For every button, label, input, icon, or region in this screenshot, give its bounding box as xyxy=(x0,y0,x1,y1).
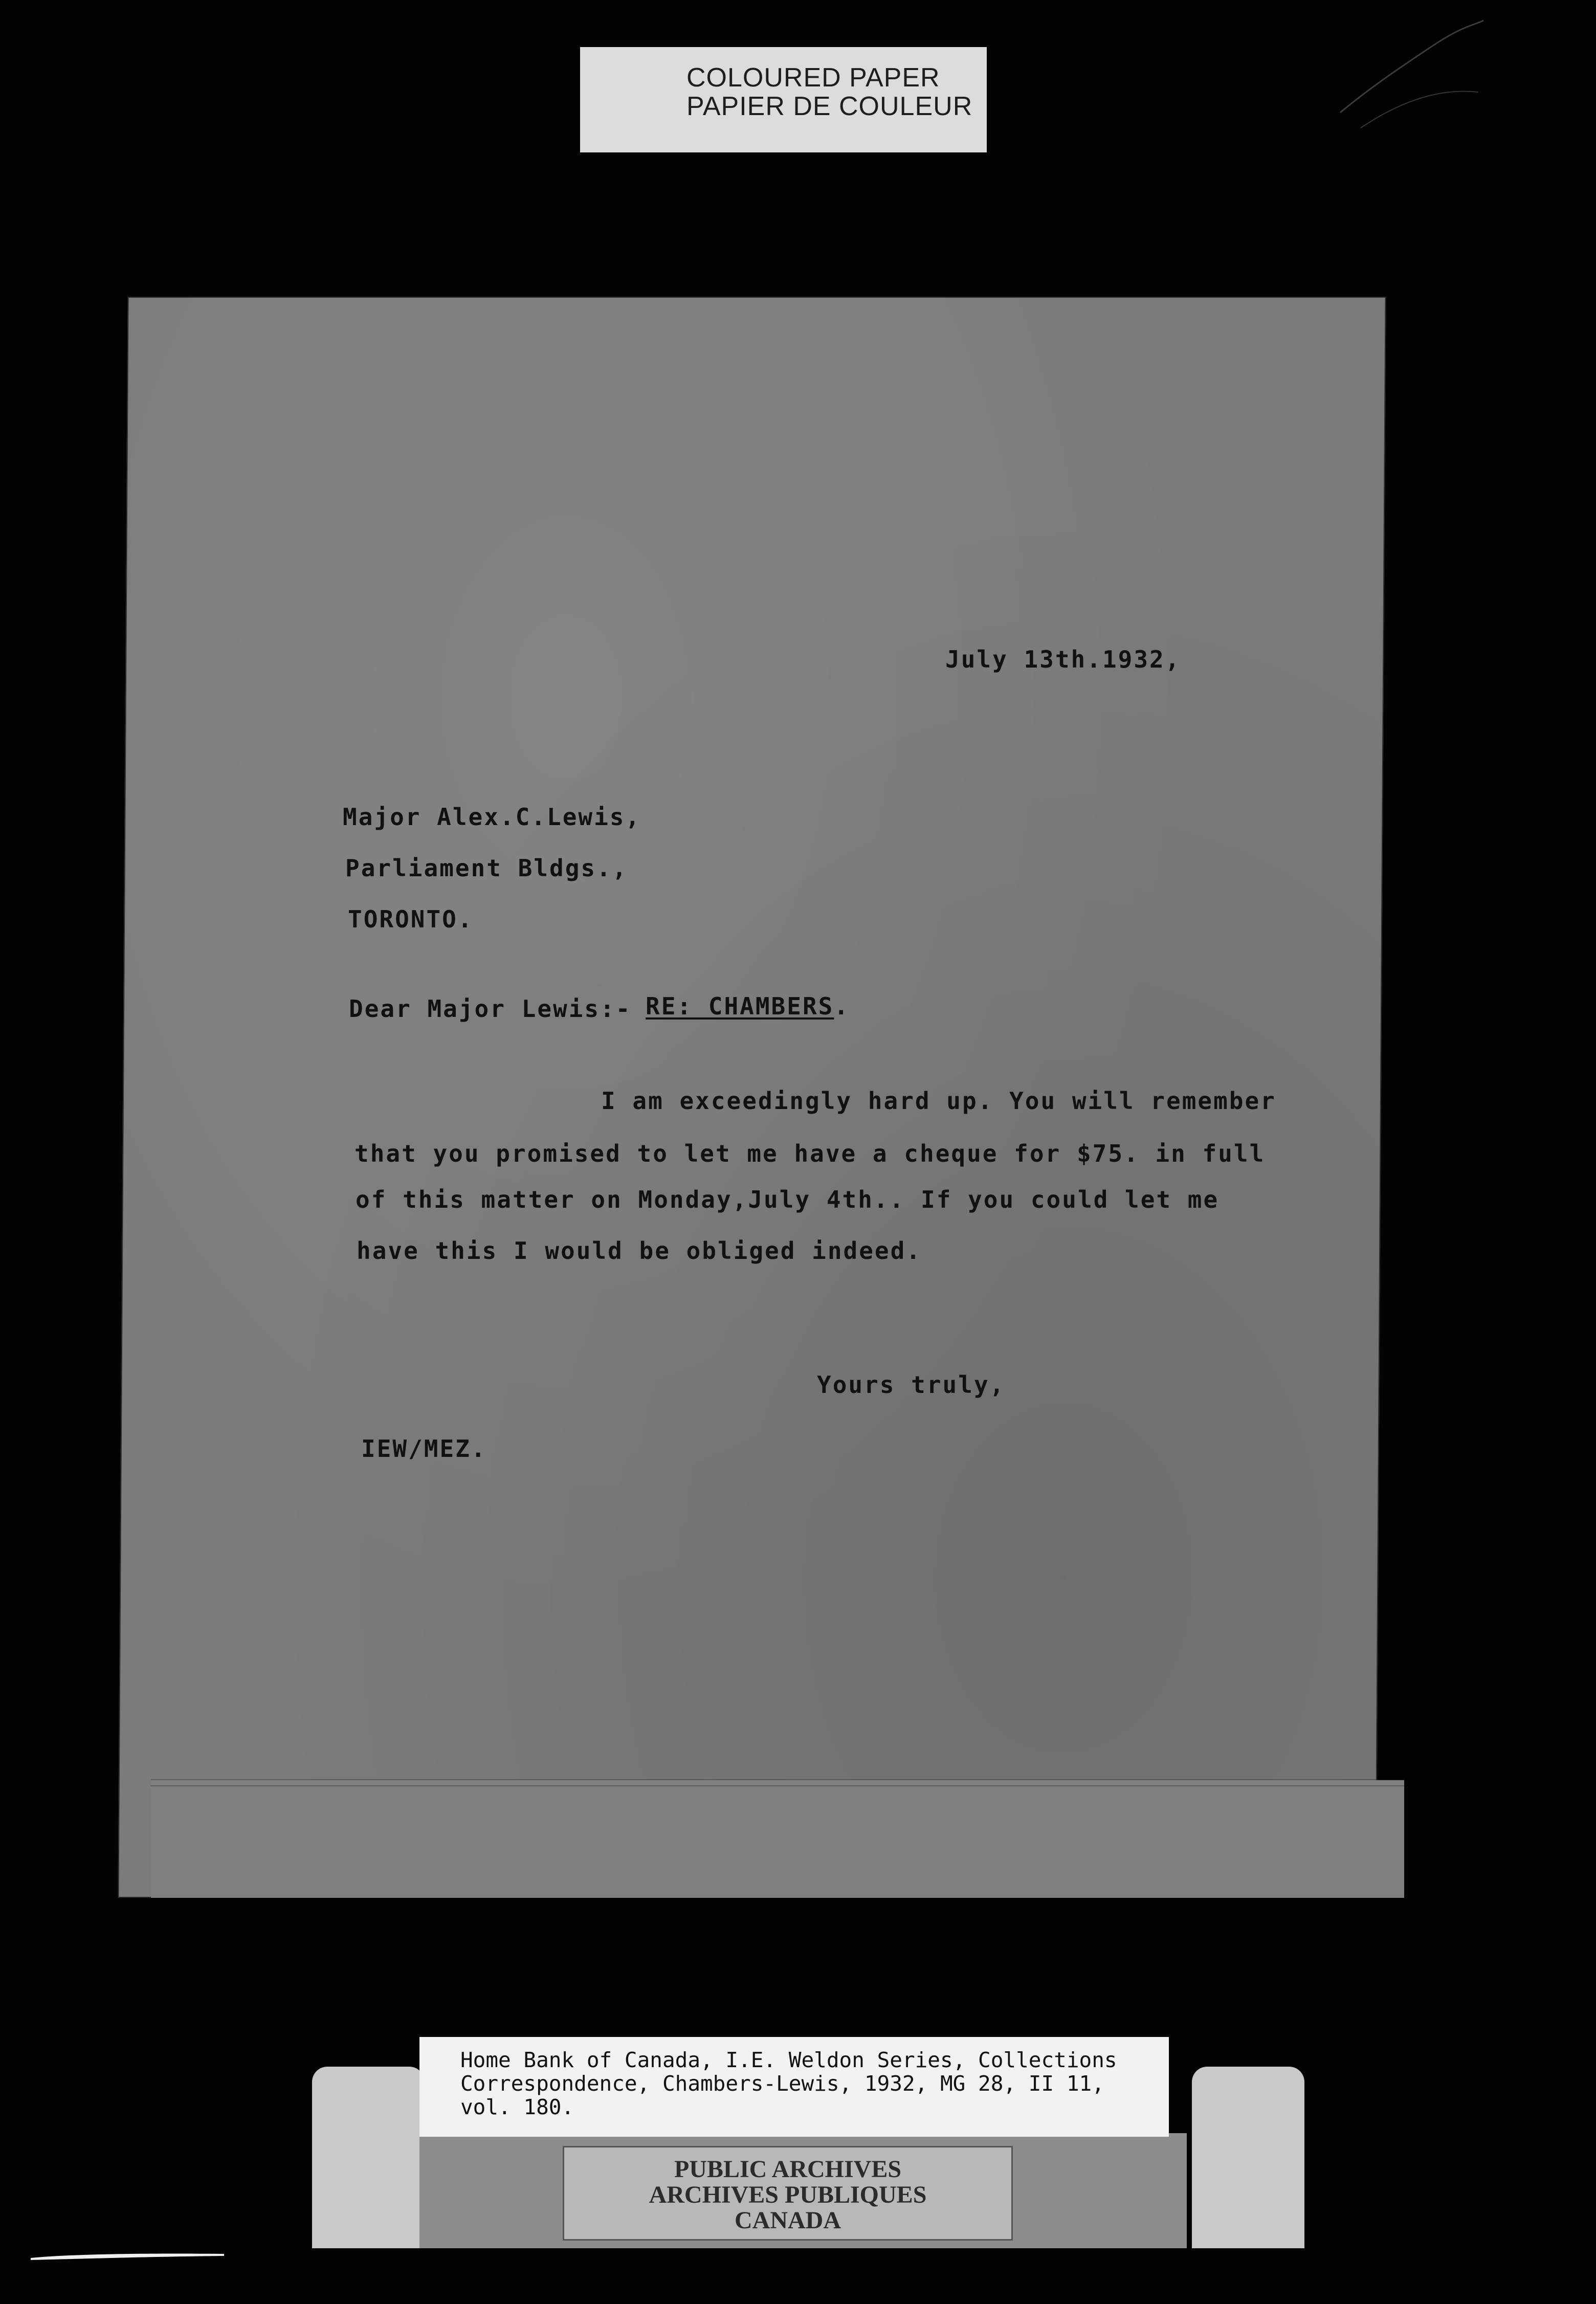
caption-line-3: vol. 180. xyxy=(460,2095,574,2119)
fold-line xyxy=(151,1779,1404,1780)
stamp-line-english: PUBLIC ARCHIVES xyxy=(674,2156,902,2183)
coloured-paper-label-french: PAPIER DE COULEUR xyxy=(686,92,973,121)
typist-initials: IEW/MEZ. xyxy=(361,1435,487,1463)
body-line-1: I am exceedingly hard up. You will remember xyxy=(601,1087,1276,1115)
body-line-4: have this I would be obliged indeed. xyxy=(357,1237,922,1265)
coloured-paper-label xyxy=(580,47,987,152)
salutation: Dear Major Lewis:- xyxy=(349,995,632,1023)
recipient-address: Parliament Bldgs., xyxy=(345,854,628,882)
body-line-3: of this matter on Monday,July 4th.. If you could let me xyxy=(356,1186,1220,1213)
pencil-scribble xyxy=(1330,10,1494,153)
caption-line-1: Home Bank of Canada, I.E. Weldon Series, Collections xyxy=(460,2048,1117,2072)
film-scratch xyxy=(31,2251,225,2261)
folder-tab-left xyxy=(312,2067,425,2248)
stamp-line-country: CANADA xyxy=(735,2207,841,2234)
public-archives-stamp xyxy=(563,2146,1013,2241)
recipient-city: TORONTO. xyxy=(348,905,474,933)
letter-date: July 13th.1932, xyxy=(945,646,1181,673)
recipient-name: Major Alex.C.Lewis, xyxy=(343,803,641,831)
letter-sheet-lower-edge xyxy=(151,1780,1404,1898)
subject-period: . xyxy=(834,992,850,1020)
stamp-line-french: ARCHIVES PUBLIQUES xyxy=(649,2181,927,2208)
coloured-paper-label-english: COLOURED PAPER xyxy=(686,63,940,93)
subject-line xyxy=(646,992,850,1020)
caption-line-2: Correspondence, Chambers-Lewis, 1932, MG 28, II 11, xyxy=(460,2071,1104,2096)
subject-reference: RE: CHAMBERS xyxy=(646,992,834,1020)
body-line-2: that you promised to let me have a cheque for $75. in full xyxy=(354,1140,1266,1167)
archival-caption xyxy=(419,2037,1169,2137)
folder-tab-right xyxy=(1192,2067,1304,2248)
fold-line-secondary xyxy=(151,1785,1404,1786)
closing: Yours truly, xyxy=(817,1371,1006,1399)
